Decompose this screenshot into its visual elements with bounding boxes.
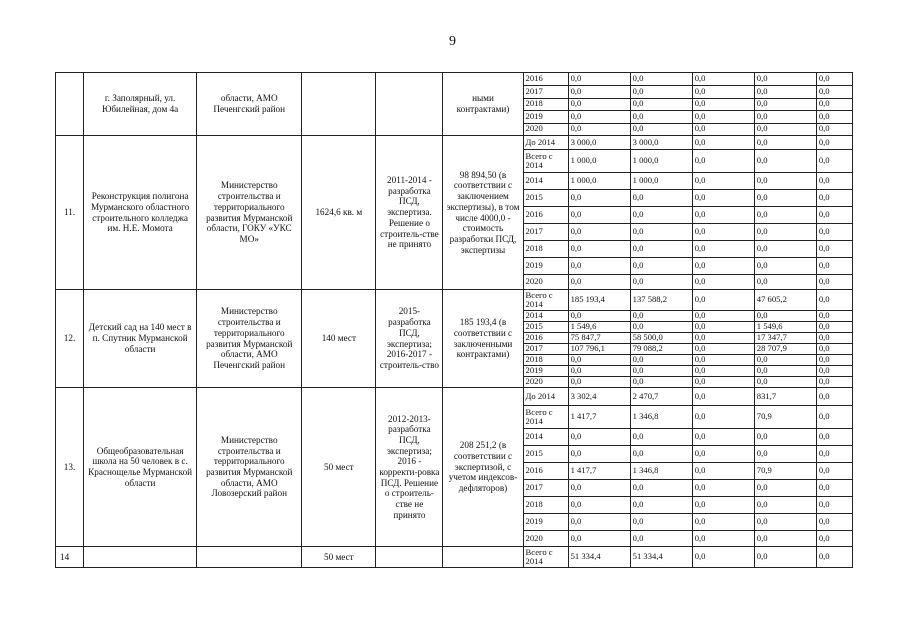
other-value: 0,0 bbox=[816, 86, 852, 99]
year-cell: 2017 bbox=[523, 224, 568, 241]
federal-value: 0,0 bbox=[630, 322, 692, 333]
year-cell: 2019 bbox=[523, 258, 568, 275]
capacity bbox=[302, 73, 376, 136]
page-number: 9 bbox=[449, 34, 456, 49]
federal-value: 0,0 bbox=[630, 275, 692, 290]
municipal-value: 0,0 bbox=[692, 73, 754, 86]
regional-value: 0,0 bbox=[754, 366, 816, 377]
municipal-value: 0,0 bbox=[692, 150, 754, 173]
federal-value: 0,0 bbox=[630, 377, 692, 388]
municipal-value: 0,0 bbox=[692, 190, 754, 207]
municipal-value: 0,0 bbox=[692, 514, 754, 531]
municipal-value: 0,0 bbox=[692, 497, 754, 514]
total-value: 0,0 bbox=[568, 241, 630, 258]
total-value: 0,0 bbox=[568, 98, 630, 111]
year-cell: 2017 bbox=[523, 480, 568, 497]
municipal-value: 0,0 bbox=[692, 224, 754, 241]
municipal-value: 0,0 bbox=[692, 463, 754, 480]
municipal-value: 0,0 bbox=[692, 290, 754, 311]
total-value: 1 417,7 bbox=[568, 406, 630, 429]
municipal-value: 0,0 bbox=[692, 366, 754, 377]
stage bbox=[376, 73, 443, 136]
other-value: 0,0 bbox=[816, 377, 852, 388]
year-cell: 2018 bbox=[523, 241, 568, 258]
row-number: 13. bbox=[56, 388, 84, 547]
municipal-value: 0,0 bbox=[692, 388, 754, 406]
year-cell: До 2014 bbox=[523, 388, 568, 406]
municipal-value: 0,0 bbox=[692, 406, 754, 429]
year-cell: 2018 bbox=[523, 98, 568, 111]
year-cell: 2019 bbox=[523, 514, 568, 531]
table-body bbox=[56, 73, 853, 568]
year-cell: 2016 bbox=[523, 463, 568, 480]
year-cell: 2014 bbox=[523, 311, 568, 322]
municipal-value: 0,0 bbox=[692, 344, 754, 355]
federal-value: 0,0 bbox=[630, 366, 692, 377]
municipal-value: 0,0 bbox=[692, 377, 754, 388]
municipal-value: 0,0 bbox=[692, 207, 754, 224]
year-cell: 2014 bbox=[523, 429, 568, 446]
regional-value: 0,0 bbox=[754, 241, 816, 258]
total-value: 0,0 bbox=[568, 377, 630, 388]
municipal-value: 0,0 bbox=[692, 86, 754, 99]
year-cell: Всего с 2014 bbox=[523, 290, 568, 311]
year-cell: 2015 bbox=[523, 446, 568, 463]
other-value: 0,0 bbox=[816, 224, 852, 241]
regional-value: 0,0 bbox=[754, 355, 816, 366]
table-row bbox=[56, 547, 853, 568]
federal-value: 2 470,7 bbox=[630, 388, 692, 406]
municipal-value: 0,0 bbox=[692, 111, 754, 124]
regional-value: 0,0 bbox=[754, 98, 816, 111]
regional-value: 0,0 bbox=[754, 136, 816, 150]
regional-value: 0,0 bbox=[754, 429, 816, 446]
federal-value: 0,0 bbox=[630, 86, 692, 99]
estimated-cost bbox=[443, 547, 523, 568]
customer-name: области, АМО Печенгский район bbox=[197, 73, 302, 136]
year-cell: 2018 bbox=[523, 355, 568, 366]
federal-value: 0,0 bbox=[630, 497, 692, 514]
total-value: 0,0 bbox=[568, 258, 630, 275]
year-cell: Всего с 2014 bbox=[523, 547, 568, 568]
federal-value: 0,0 bbox=[630, 123, 692, 136]
other-value: 0,0 bbox=[816, 150, 852, 173]
total-value: 0,0 bbox=[568, 514, 630, 531]
regional-value: 0,0 bbox=[754, 547, 816, 568]
table-row bbox=[56, 73, 853, 86]
year-cell: 2016 bbox=[523, 73, 568, 86]
regional-value: 70,9 bbox=[754, 406, 816, 429]
federal-value: 0,0 bbox=[630, 190, 692, 207]
other-value: 0,0 bbox=[816, 429, 852, 446]
regional-value: 0,0 bbox=[754, 311, 816, 322]
year-cell: Всего с 2014 bbox=[523, 406, 568, 429]
customer-name bbox=[197, 547, 302, 568]
regional-value: 831,7 bbox=[754, 388, 816, 406]
federal-value: 1 000,0 bbox=[630, 173, 692, 190]
table-row bbox=[56, 290, 853, 311]
federal-value: 0,0 bbox=[630, 311, 692, 322]
regional-value: 0,0 bbox=[754, 446, 816, 463]
total-value: 0,0 bbox=[568, 446, 630, 463]
regional-value: 0,0 bbox=[754, 480, 816, 497]
total-value: 0,0 bbox=[568, 73, 630, 86]
regional-value: 17 347,7 bbox=[754, 333, 816, 344]
object-name bbox=[84, 547, 197, 568]
other-value: 0,0 bbox=[816, 275, 852, 290]
other-value: 0,0 bbox=[816, 480, 852, 497]
year-cell: До 2014 bbox=[523, 136, 568, 150]
stage: 2011-2014 - разработка ПСД, экспертиза. Решение о строитель-стве не принято bbox=[376, 136, 443, 290]
regional-value: 0,0 bbox=[754, 275, 816, 290]
total-value: 0,0 bbox=[568, 531, 630, 547]
other-value: 0,0 bbox=[816, 190, 852, 207]
other-value: 0,0 bbox=[816, 463, 852, 480]
row-number: 11. bbox=[56, 136, 84, 290]
other-value: 0,0 bbox=[816, 258, 852, 275]
total-value: 0,0 bbox=[568, 429, 630, 446]
municipal-value: 0,0 bbox=[692, 123, 754, 136]
regional-value: 0,0 bbox=[754, 224, 816, 241]
total-value: 0,0 bbox=[568, 86, 630, 99]
federal-value: 51 334,4 bbox=[630, 547, 692, 568]
other-value: 0,0 bbox=[816, 497, 852, 514]
other-value: 0,0 bbox=[816, 98, 852, 111]
total-value: 0,0 bbox=[568, 111, 630, 124]
customer-name: Министерство строительства и территориального развития Мурманской области, АМО Ловозерский район bbox=[197, 388, 302, 547]
regional-value: 0,0 bbox=[754, 207, 816, 224]
year-cell: 2016 bbox=[523, 333, 568, 344]
year-cell: 2018 bbox=[523, 497, 568, 514]
other-value: 0,0 bbox=[816, 241, 852, 258]
municipal-value: 0,0 bbox=[692, 241, 754, 258]
regional-value: 0,0 bbox=[754, 73, 816, 86]
customer-name: Министерство строительства и территориального развития Мурманской области, АМО Печенгский район bbox=[197, 290, 302, 388]
total-value: 75 847,7 bbox=[568, 333, 630, 344]
year-cell: 2015 bbox=[523, 322, 568, 333]
municipal-value: 0,0 bbox=[692, 322, 754, 333]
total-value: 1 000,0 bbox=[568, 150, 630, 173]
municipal-value: 0,0 bbox=[692, 446, 754, 463]
total-value: 0,0 bbox=[568, 355, 630, 366]
total-value: 0,0 bbox=[568, 480, 630, 497]
year-cell: 2014 bbox=[523, 173, 568, 190]
municipal-value: 0,0 bbox=[692, 547, 754, 568]
year-cell: 2015 bbox=[523, 190, 568, 207]
total-value: 0,0 bbox=[568, 275, 630, 290]
regional-value: 28 707,9 bbox=[754, 344, 816, 355]
object-name: г. Заполярный, ул. Юбилейная, дом 4а bbox=[84, 73, 197, 136]
stage bbox=[376, 547, 443, 568]
federal-value: 0,0 bbox=[630, 531, 692, 547]
regional-value: 0,0 bbox=[754, 111, 816, 124]
customer-name: Министерство строительства и территориального развития Мурманской области, ГОКУ «УКС МО» bbox=[197, 136, 302, 290]
regional-value: 0,0 bbox=[754, 86, 816, 99]
total-value: 1 000,0 bbox=[568, 173, 630, 190]
municipal-value: 0,0 bbox=[692, 136, 754, 150]
other-value: 0,0 bbox=[816, 311, 852, 322]
federal-value: 0,0 bbox=[630, 207, 692, 224]
other-value: 0,0 bbox=[816, 344, 852, 355]
other-value: 0,0 bbox=[816, 123, 852, 136]
regional-value: 0,0 bbox=[754, 514, 816, 531]
stage: 2015- разработка ПСД, экспертиза; 2016-2017 - строитель-ство bbox=[376, 290, 443, 388]
year-cell: 2017 bbox=[523, 86, 568, 99]
total-value: 0,0 bbox=[568, 190, 630, 207]
regional-value: 0,0 bbox=[754, 497, 816, 514]
total-value: 51 334,4 bbox=[568, 547, 630, 568]
regional-value: 0,0 bbox=[754, 190, 816, 207]
estimated-cost: ными контрактами) bbox=[443, 73, 523, 136]
other-value: 0,0 bbox=[816, 446, 852, 463]
other-value: 0,0 bbox=[816, 547, 852, 568]
regional-value: 0,0 bbox=[754, 150, 816, 173]
federal-value: 1 346,8 bbox=[630, 463, 692, 480]
municipal-value: 0,0 bbox=[692, 355, 754, 366]
other-value: 0,0 bbox=[816, 290, 852, 311]
row-number bbox=[56, 73, 84, 136]
municipal-value: 0,0 bbox=[692, 173, 754, 190]
row-number: 14 bbox=[56, 547, 84, 568]
federal-value: 3 000,0 bbox=[630, 136, 692, 150]
municipal-value: 0,0 bbox=[692, 275, 754, 290]
other-value: 0,0 bbox=[816, 388, 852, 406]
stage: 2012-2013- разработка ПСД, экспертиза; 2016 - корректи-ровка ПСД. Решение о строитель-стве не принято bbox=[376, 388, 443, 547]
federal-value: 0,0 bbox=[630, 446, 692, 463]
year-cell: Всего с 2014 bbox=[523, 150, 568, 173]
federal-value: 0,0 bbox=[630, 258, 692, 275]
total-value: 0,0 bbox=[568, 224, 630, 241]
federal-value: 0,0 bbox=[630, 429, 692, 446]
capacity: 50 мест bbox=[302, 388, 376, 547]
estimated-cost: 98 894,50 (в соответствии с заключением экспертизы), в том числе 4000,0 - стоимость разработки ПСД, экспертизы bbox=[443, 136, 523, 290]
year-cell: 2016 bbox=[523, 207, 568, 224]
year-cell: 2020 bbox=[523, 123, 568, 136]
total-value: 107 796,1 bbox=[568, 344, 630, 355]
other-value: 0,0 bbox=[816, 173, 852, 190]
other-value: 0,0 bbox=[816, 136, 852, 150]
total-value: 3 302,4 bbox=[568, 388, 630, 406]
federal-value: 0,0 bbox=[630, 98, 692, 111]
municipal-value: 0,0 bbox=[692, 311, 754, 322]
year-cell: 2020 bbox=[523, 531, 568, 547]
total-value: 1 549,6 bbox=[568, 322, 630, 333]
federal-value: 1 346,8 bbox=[630, 406, 692, 429]
object-name: Общеобразовательная школа на 50 человек в с. Краснощелье Мурманской области bbox=[84, 388, 197, 547]
federal-value: 0,0 bbox=[630, 355, 692, 366]
regional-value: 0,0 bbox=[754, 123, 816, 136]
total-value: 3 000,0 bbox=[568, 136, 630, 150]
object-name: Детский сад на 140 мест в п. Спутник Мурманской области bbox=[84, 290, 197, 388]
object-name: Реконструкция полигона Мурманского областного строительного колледжа им. Н.Е. Момота bbox=[84, 136, 197, 290]
other-value: 0,0 bbox=[816, 322, 852, 333]
total-value: 0,0 bbox=[568, 311, 630, 322]
year-cell: 2019 bbox=[523, 366, 568, 377]
table-row bbox=[56, 136, 853, 150]
investment-table bbox=[55, 72, 853, 568]
federal-value: 0,0 bbox=[630, 514, 692, 531]
federal-value: 1 000,0 bbox=[630, 150, 692, 173]
other-value: 0,0 bbox=[816, 406, 852, 429]
total-value: 0,0 bbox=[568, 123, 630, 136]
estimated-cost: 185 193,4 (в соответствии с заключенными контрактами) bbox=[443, 290, 523, 388]
federal-value: 0,0 bbox=[630, 241, 692, 258]
other-value: 0,0 bbox=[816, 111, 852, 124]
regional-value: 0,0 bbox=[754, 531, 816, 547]
table-row bbox=[56, 388, 853, 406]
estimated-cost: 208 251,2 (в соответствии с экспертизой, с учетом индексов-дефляторов) bbox=[443, 388, 523, 547]
regional-value: 0,0 bbox=[754, 258, 816, 275]
municipal-value: 0,0 bbox=[692, 258, 754, 275]
federal-value: 0,0 bbox=[630, 111, 692, 124]
federal-value: 79 088,2 bbox=[630, 344, 692, 355]
municipal-value: 0,0 bbox=[692, 98, 754, 111]
regional-value: 0,0 bbox=[754, 377, 816, 388]
year-cell: 2019 bbox=[523, 111, 568, 124]
other-value: 0,0 bbox=[816, 207, 852, 224]
row-number: 12. bbox=[56, 290, 84, 388]
capacity: 50 мест bbox=[302, 547, 376, 568]
year-cell: 2020 bbox=[523, 275, 568, 290]
federal-value: 0,0 bbox=[630, 224, 692, 241]
federal-value: 58 500,0 bbox=[630, 333, 692, 344]
other-value: 0,0 bbox=[816, 366, 852, 377]
regional-value: 0,0 bbox=[754, 173, 816, 190]
regional-value: 1 549,6 bbox=[754, 322, 816, 333]
total-value: 0,0 bbox=[568, 497, 630, 514]
year-cell: 2017 bbox=[523, 344, 568, 355]
other-value: 0,0 bbox=[816, 355, 852, 366]
municipal-value: 0,0 bbox=[692, 480, 754, 497]
federal-value: 0,0 bbox=[630, 73, 692, 86]
federal-value: 0,0 bbox=[630, 480, 692, 497]
federal-value: 137 588,2 bbox=[630, 290, 692, 311]
total-value: 0,0 bbox=[568, 366, 630, 377]
other-value: 0,0 bbox=[816, 531, 852, 547]
municipal-value: 0,0 bbox=[692, 333, 754, 344]
other-value: 0,0 bbox=[816, 514, 852, 531]
capacity: 1624,6 кв. м bbox=[302, 136, 376, 290]
year-cell: 2020 bbox=[523, 377, 568, 388]
total-value: 1 417,7 bbox=[568, 463, 630, 480]
total-value: 0,0 bbox=[568, 207, 630, 224]
capacity: 140 мест bbox=[302, 290, 376, 388]
municipal-value: 0,0 bbox=[692, 531, 754, 547]
regional-value: 47 605,2 bbox=[754, 290, 816, 311]
other-value: 0,0 bbox=[816, 73, 852, 86]
municipal-value: 0,0 bbox=[692, 429, 754, 446]
regional-value: 70,9 bbox=[754, 463, 816, 480]
total-value: 185 193,4 bbox=[568, 290, 630, 311]
other-value: 0,0 bbox=[816, 333, 852, 344]
